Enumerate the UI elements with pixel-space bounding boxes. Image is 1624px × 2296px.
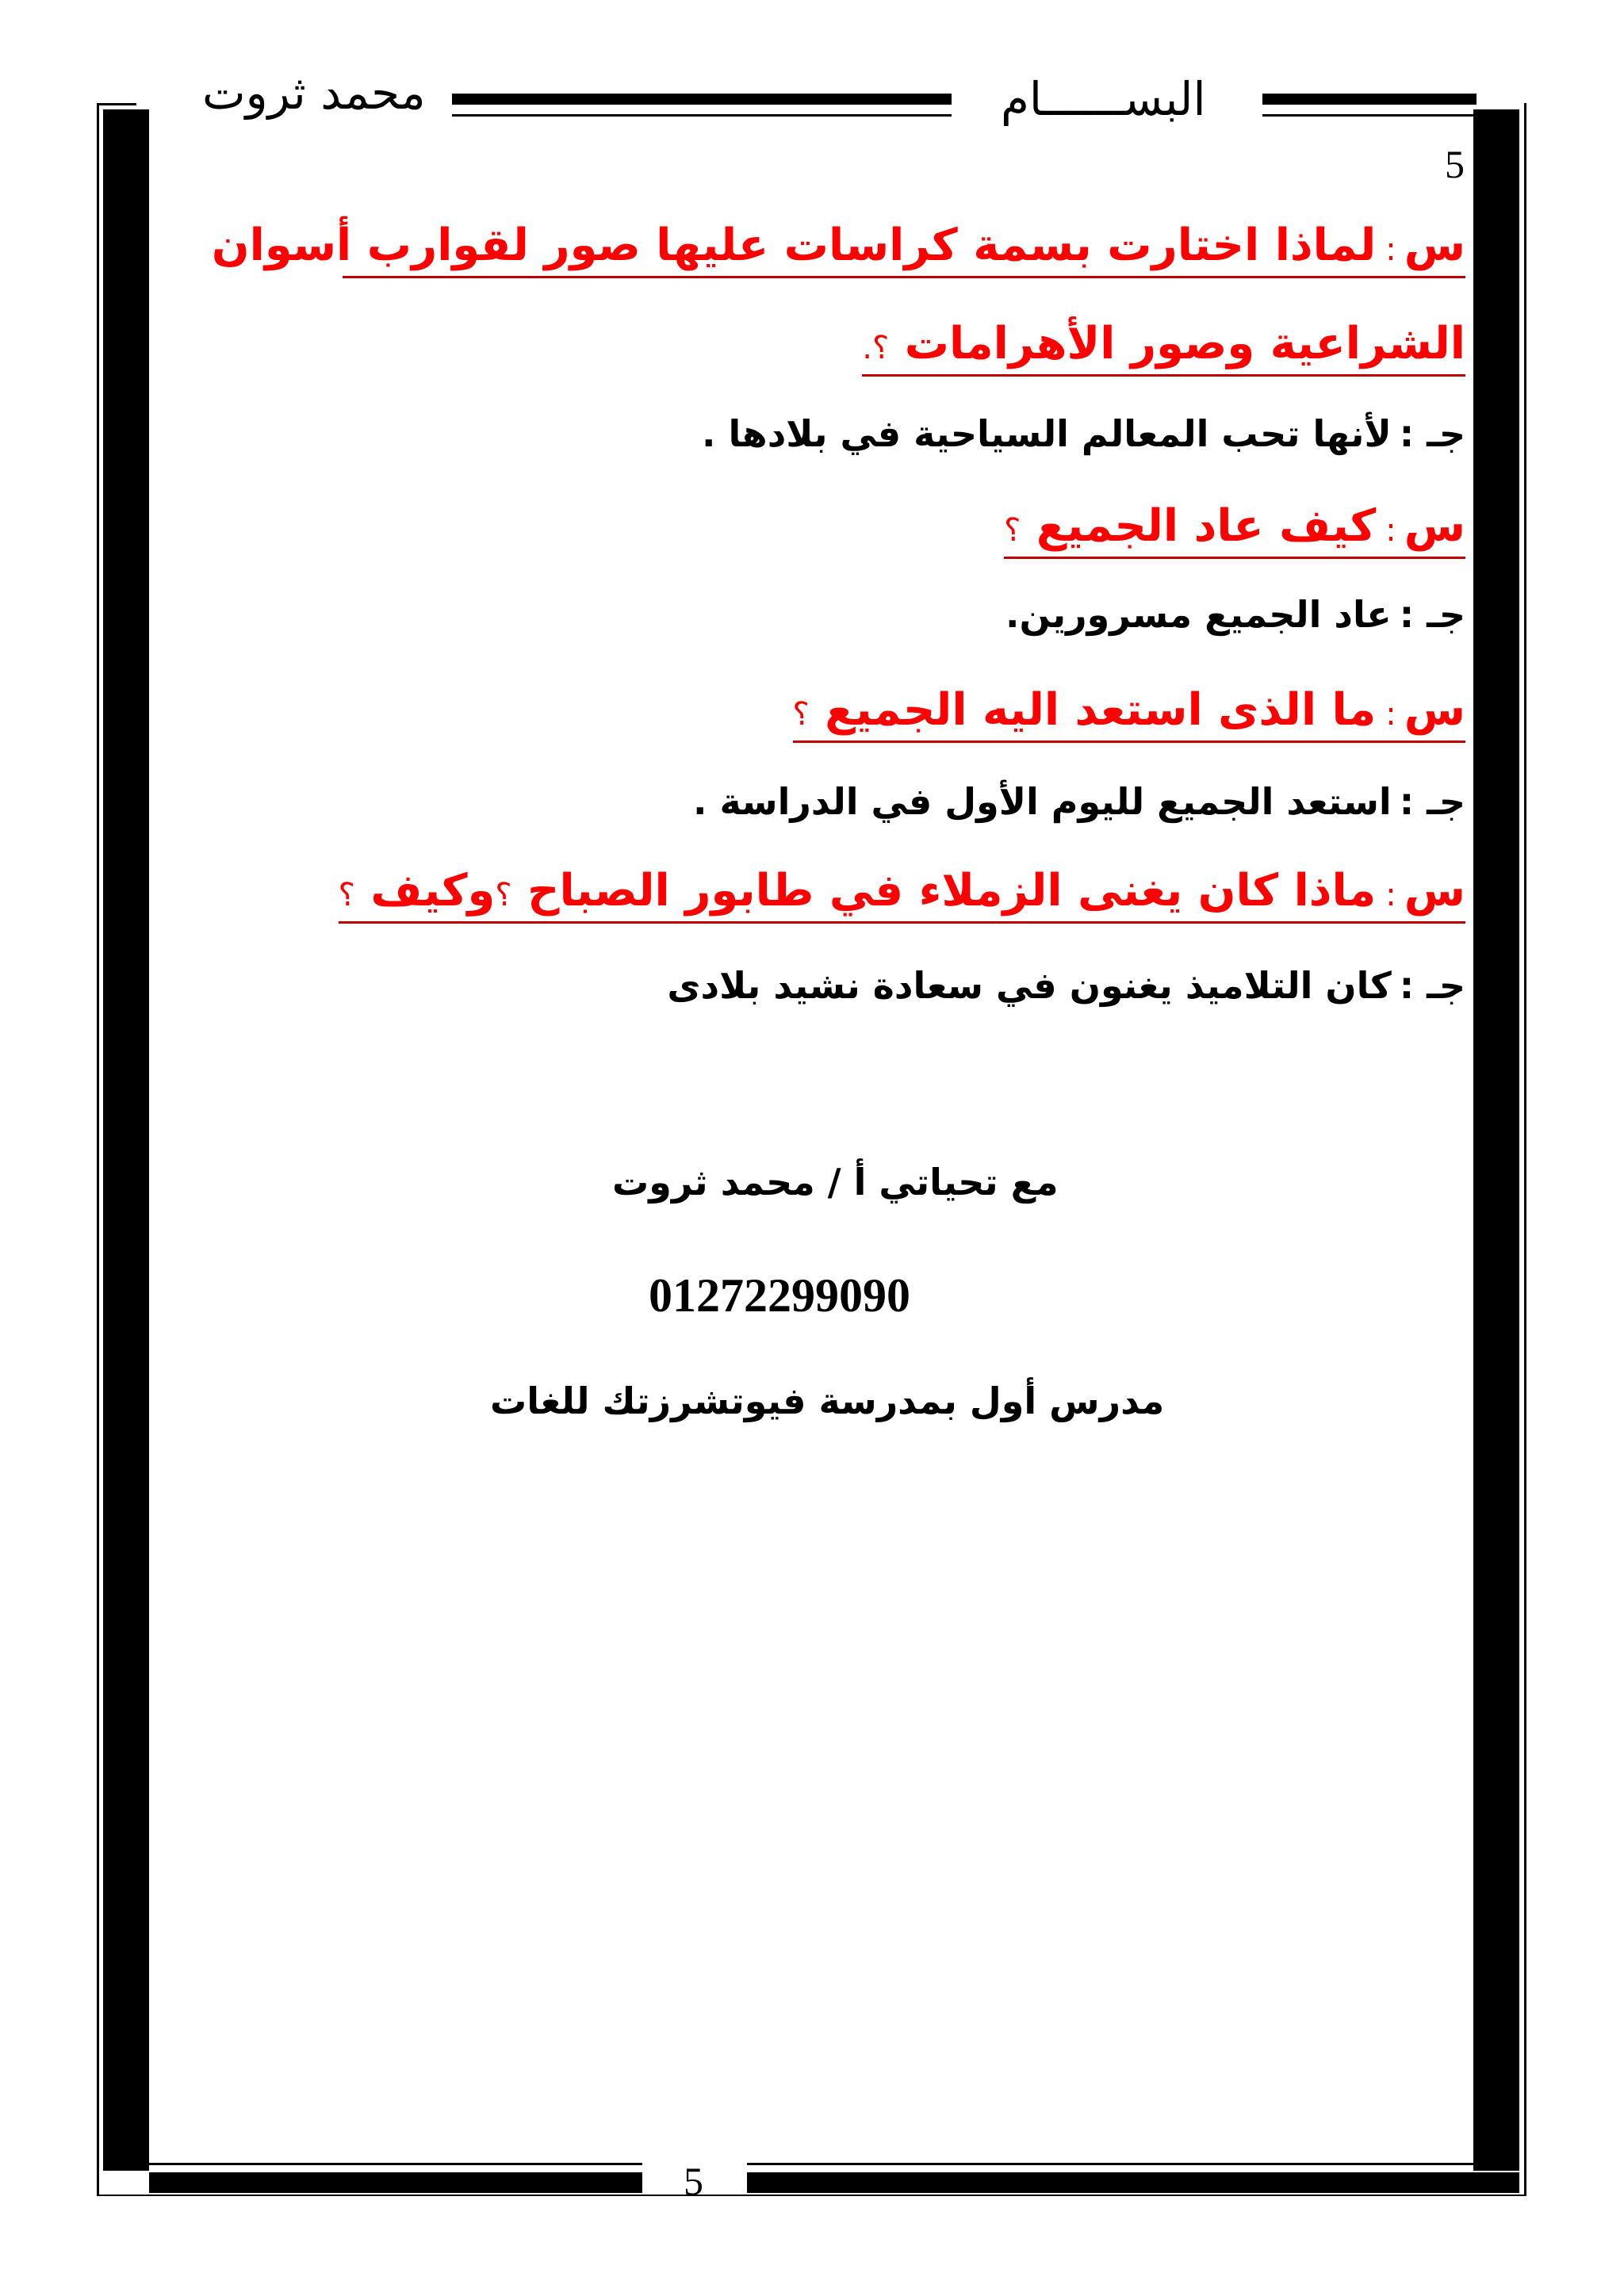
question-4 bbox=[338, 865, 1465, 924]
question-text: ما الذى استعد اليه الجميع bbox=[825, 684, 1377, 736]
header-title: البســــــام bbox=[1001, 72, 1206, 126]
answer-mark: جـ : bbox=[1399, 964, 1465, 1007]
question-text: ماذا كان يغنى الزملاء في طابور الصباح bbox=[527, 865, 1377, 916]
answer-2 bbox=[1005, 593, 1465, 636]
question-text: لماذا اختارت بسمة كراسات عليها صور لقوارب أسوان bbox=[211, 220, 1377, 271]
question-2 bbox=[1004, 500, 1465, 559]
answer-text: استعد الجميع لليوم الأول في الدراسة . bbox=[693, 780, 1392, 823]
question-separator: : bbox=[1385, 512, 1396, 549]
frame-left-thin bbox=[97, 103, 99, 2196]
question-text: الشراعية وصور الأهرامات bbox=[904, 318, 1465, 369]
question-3 bbox=[792, 684, 1465, 743]
answer-mark: جـ : bbox=[1399, 412, 1465, 455]
answer-1 bbox=[702, 412, 1465, 455]
header-rule-right bbox=[1262, 94, 1477, 105]
question-mark: س bbox=[1404, 684, 1465, 736]
question-text: كيف عاد الجميع bbox=[1036, 500, 1377, 552]
header-rule-left bbox=[452, 94, 952, 105]
question-1-line-1 bbox=[211, 220, 1465, 278]
header-page-number: 5 bbox=[1445, 142, 1465, 186]
question-mark: س bbox=[1404, 220, 1465, 271]
question-text-2: وكيف bbox=[370, 865, 496, 916]
question-mark: س bbox=[1404, 865, 1465, 916]
answer-4 bbox=[667, 964, 1465, 1007]
frame-right-bar bbox=[1473, 109, 1519, 2171]
frame-bottom-thin-right bbox=[747, 2163, 1519, 2165]
signature-phone: 01272299090 bbox=[649, 1269, 910, 1322]
frame-bottom-outer bbox=[97, 2195, 1526, 2196]
answer-text: لأنها تحب المعالم السياحية في بلادها . bbox=[702, 412, 1392, 455]
header-rule-left-thin bbox=[452, 114, 952, 117]
signature-greeting: مع تحياتي أ / محمد ثروت bbox=[612, 1161, 1059, 1203]
answer-mark: جـ : bbox=[1399, 593, 1465, 636]
question-end: ؟ bbox=[338, 877, 355, 913]
frame-top-thin bbox=[97, 103, 136, 105]
answer-text: عاد الجميع مسرورين. bbox=[1005, 593, 1392, 636]
answer-text: كان التلاميذ يغنون في سعادة نشيد بلادى bbox=[667, 964, 1392, 1007]
header-author: محمد ثروت bbox=[202, 66, 426, 120]
signature-role: مدرس أول بمدرسة فيوتشرزتك للغات bbox=[490, 1380, 1165, 1422]
question-end: ؟. bbox=[862, 330, 890, 366]
question-end: ؟ bbox=[792, 696, 810, 733]
question-1-line-2 bbox=[862, 318, 1465, 377]
question-separator: : bbox=[1385, 696, 1396, 733]
frame-bottom-thin-left bbox=[149, 2163, 642, 2165]
question-mid: ؟ bbox=[495, 877, 512, 913]
footer-page-number: 5 bbox=[684, 2159, 703, 2203]
answer-mark: جـ : bbox=[1399, 780, 1465, 823]
frame-bottom-bar-right bbox=[747, 2172, 1519, 2193]
question-separator: : bbox=[1385, 232, 1396, 268]
frame-left-bar bbox=[103, 109, 149, 2171]
question-end: ؟ bbox=[1004, 512, 1021, 549]
question-mark: س bbox=[1404, 500, 1465, 552]
frame-right-thin bbox=[1524, 103, 1526, 2196]
question-separator: : bbox=[1385, 877, 1396, 913]
header-rule-right-thin bbox=[1262, 114, 1477, 117]
answer-3 bbox=[693, 780, 1465, 823]
frame-bottom-bar-left bbox=[149, 2172, 642, 2193]
